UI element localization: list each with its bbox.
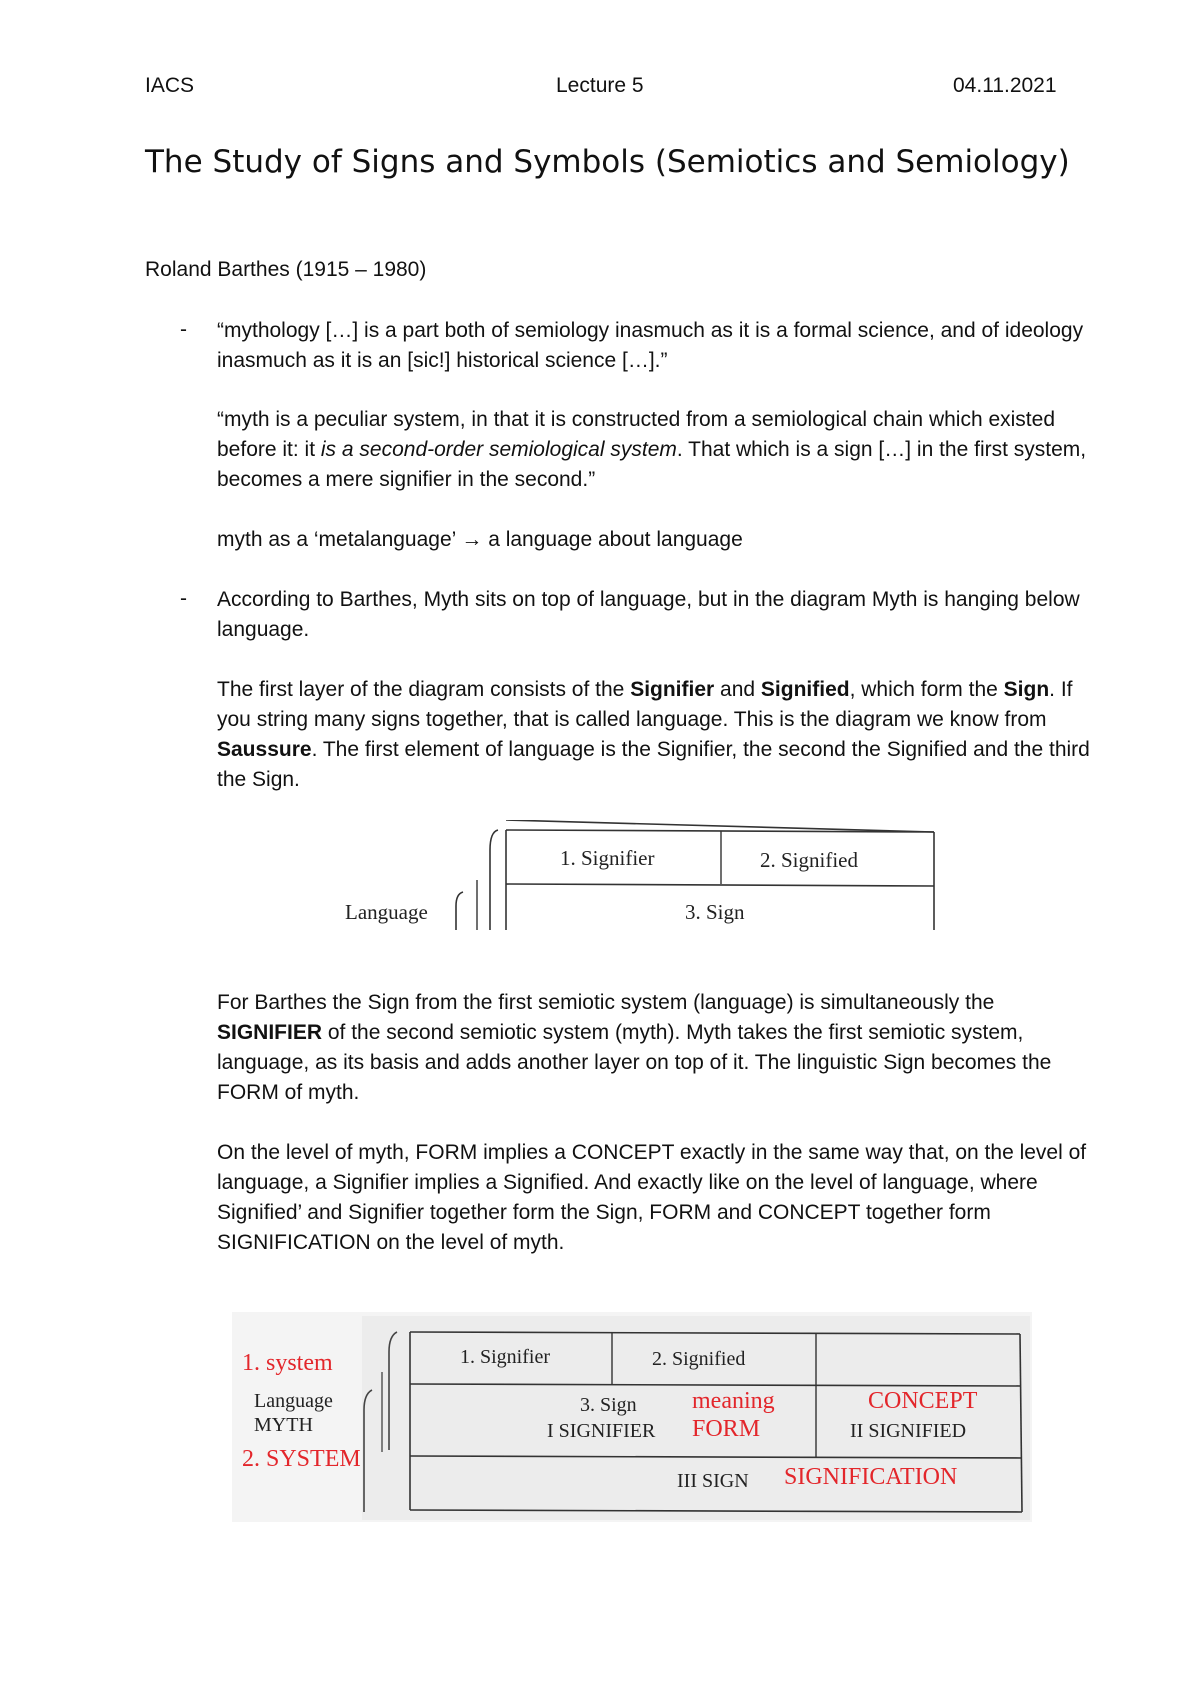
quote-myth-system — [217, 405, 1097, 495]
p1-text-g: . If you string many signs together, that is called language. This is the diagram we know from — [217, 678, 1073, 731]
diagram2-concept: CONCEPT — [868, 1388, 978, 1414]
first-layer-paragraph — [217, 675, 1097, 795]
p1-bold-signified: Signified — [760, 678, 850, 701]
diagram2-i-signifier: I SIGNIFIER — [547, 1420, 656, 1442]
p1-text-i: . The first element of language is the Signifier, the second the Signified and the third the Sign. — [217, 738, 1090, 791]
metalanguage-line: myth as a ‘metalanguage’ → a language about language — [217, 528, 743, 551]
bullet-marker-1: - — [180, 318, 187, 341]
diagram2-form: FORM — [692, 1416, 761, 1442]
p2-text-c: of the second semiotic system (myth). Myth takes the first semiotic system, language, as its basis and adds another layer on top of it. The linguistic Sign becomes the FORM of myth. — [217, 1021, 1052, 1104]
quote2-post: . That which is a sign […] in the first system, becomes a mere signifier in the second.” — [217, 438, 1087, 491]
diagram1-language-label: Language — [345, 900, 428, 924]
diagram2-signifier: 1. Signifier — [460, 1346, 550, 1368]
page-title: The Study of Signs and Symbols (Semiotics and Semiology) — [145, 144, 1070, 180]
diagram2-meaning: meaning — [692, 1388, 775, 1414]
diagram2-system2: 2. SYSTEM — [242, 1446, 361, 1472]
header-lecture: Lecture 5 — [556, 74, 644, 97]
myth-position-intro: According to Barthes, Myth sits on top of language, but in the diagram Myth is hanging below language. — [217, 588, 1080, 641]
form-concept-paragraph: On the level of myth, FORM implies a CONCEPT exactly in the same way that, on the level of language, a Signifier implies a Signified. And exactly like on the level of language, where Signified’ and Signifier together form the Sign, FORM and CONCEPT together form SIGNIFICATION on the level of myth. — [217, 1141, 1087, 1254]
quote2-pre: “myth is a peculiar system, in that it is constructed from a semiological chain which existed before it: it — [217, 408, 1056, 461]
diagram2-system1: 1. system — [242, 1350, 333, 1376]
p2-bold-signifier: SIGNIFIER — [217, 1021, 323, 1044]
diagram2-signified: 2. Signified — [652, 1348, 746, 1370]
diagram1-signified: 2. Signified — [760, 848, 858, 872]
p1-text-e: , which form the — [849, 678, 1004, 701]
barthes-sign-paragraph — [217, 988, 1097, 1108]
header-date: 04.11.2021 — [953, 74, 1057, 97]
diagram1-signifier: 1. Signifier — [560, 846, 655, 870]
bullet-marker-2: - — [180, 587, 187, 610]
header-course: IACS — [145, 74, 195, 97]
diagram1-sign: 3. Sign — [685, 900, 745, 924]
quote-mythology: “mythology […] is a part both of semiology inasmuch as it is a formal science, and of ideology inasmuch as it is an [sic!] historical science […].” — [217, 319, 1084, 372]
quote2-emphasis: is a second-order semiological system — [320, 438, 677, 461]
p1-bold-sign: Sign — [1003, 678, 1050, 701]
diagram-myth — [232, 1312, 1032, 1522]
author-heading: Roland Barthes (1915 – 1980) — [145, 258, 427, 281]
diagram-language — [300, 820, 950, 940]
diagram2-myth: MYTH — [254, 1414, 313, 1436]
diagram2-signification: SIGNIFICATION — [784, 1464, 958, 1490]
p2-text-a: For Barthes the Sign from the first semiotic system (language) is simultaneously the — [217, 991, 995, 1014]
p1-text-c: and — [714, 678, 761, 701]
diagram2-language: Language — [254, 1390, 333, 1412]
diagram2-sign: 3. Sign — [580, 1394, 637, 1416]
p1-bold-signifier: Signifier — [630, 678, 715, 701]
diagram2-ii-signified: II SIGNIFIED — [850, 1420, 967, 1442]
p1-text-a: The first layer of the diagram consists of the — [217, 678, 631, 701]
p1-bold-saussure: Saussure — [217, 738, 312, 761]
diagram2-iii-sign: III SIGN — [677, 1470, 749, 1492]
